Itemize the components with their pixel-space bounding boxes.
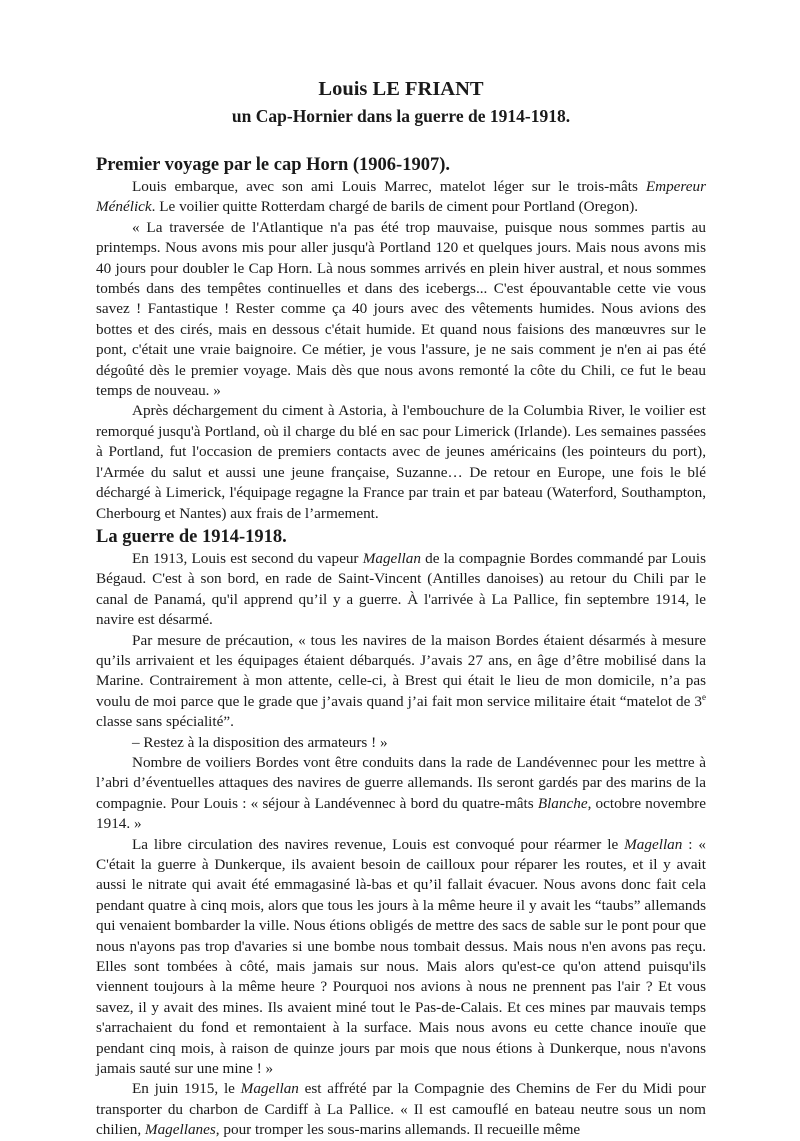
paragraph: Nombre de voiliers Bordes vont être conduits dans la rade de Landévennec pour les mettre à l’abri d’éventuelles attaques des navires de guerre allemands. Ils seront gardés par des marins de la compagnie. Pour Louis : « séjour à Landévennec à bord du quatre-mâts Blanche, octobre novembre 1914. » bbox=[96, 753, 706, 833]
ship-name: Empereur Ménélick bbox=[96, 178, 706, 216]
superscript: e bbox=[702, 691, 706, 702]
ship-name: Magellan bbox=[240, 1080, 299, 1098]
document-subtitle: un Cap-Hornier dans la guerre de 1914-1918. bbox=[231, 106, 571, 126]
paragraph: Par mesure de précaution, « tous les navires de la maison Bordes étaient désarmés à mesure qu’ils arrivaient et les équipages étaient débarqués. J’avais 27 ans, en âge d’être mobilisé dans la Marine. Contrairement à mon attente, celle-ci, à Brest qui était le lieu de mon domicile, n’a pas voulu de moi parce que le grade que j’avais quand j’ai fait mon service militaire était “matelot de 3e classe sans spécialité”. bbox=[96, 631, 706, 731]
section-heading-guerre: La guerre de 1914-1918. bbox=[96, 526, 287, 547]
ship-name: Blanche bbox=[537, 794, 588, 812]
section-heading-premier-voyage: Premier voyage par le cap Horn (1906-1907). bbox=[96, 155, 451, 175]
document-page bbox=[96, 76, 706, 1141]
paragraph: Louis embarque, avec son ami Louis Marrec, matelot léger sur le trois-mâts Empereur Ménélick. Le voilier quitte Rotterdam chargé de barils de ciment pour Portland (Oregon). bbox=[96, 178, 706, 216]
paragraph-dialogue: – Restez à la disposition des armateurs ! » bbox=[132, 733, 388, 751]
document-title: Louis LE FRIANT bbox=[318, 78, 484, 100]
paragraph-quote: « La traversée de l'Atlantique n'a pas été trop mauvaise, puisque nous sommes partis au printemps. Nous avons mis pour aller jusqu'à Portland 120 et quelques jours. Mais nous avons mis 40 jours pour doubler le Cap Horn. Là nous sommes arrivés en plein hiver austral, et nous sommes tombés dans des tempêtes continuelles et dans des icebergs... C'est épouvantable cette vie vous savez ! Fantastique ! Rester comme ça 40 jours avec des vêtements humides. Nous avions des bottes et des cirés, mais en dessous c'était humide. Et quand nous faisions des manœuvres sur le pont, c'était une vraie baignoire. Ce métier, je vous l'assure, je ne sais comment je n'en ai pas été dégoûté dès le premier voyage. Mais dès que nous avons remonté la côte du Chili, ce fut le beau temps de nouveau. » bbox=[96, 218, 706, 400]
ship-name: Magellan bbox=[362, 549, 421, 567]
ship-name: Magellanes bbox=[144, 1121, 216, 1139]
paragraph: Après déchargement du ciment à Astoria, à l'embouchure de la Columbia River, le voilier est remorqué jusqu'à Portland, où il charge du blé en sac pour Limerick (Irlande). Les semaines passées à Portland, fut l'occasion de premiers contacts avec de jeunes américains (les pointeurs du port), l'Armée du salut et aussi une jeune française, Suzanne… De retour en Europe, une fois le blé déchargé à Limerick, l'équipage regagne la France par train et par bateau (Waterford, Southampton, Cherbourg et Nantes) aux frais de l’armement. bbox=[96, 402, 706, 522]
paragraph: En 1913, Louis est second du vapeur Magellan de la compagnie Bordes commandé par Louis Bégaud. C'est à son bord, en rade de Saint-Vincent (Antilles danoises) au retour du Chili par le canal de Panamá, qu'il apprend qu’il y a guerre. À l'arrivée à La Pallice, fin septembre 1914, le navire est désarmé. bbox=[96, 549, 706, 629]
ship-name: Magellan bbox=[624, 835, 683, 853]
paragraph: La libre circulation des navires revenue, Louis est convoqué pour réarmer le Magellan : « C'était la guerre à Dunkerque, ils avaient besoin de cailloux pour réparer les routes, et il y avait aussi le nitrate qui avait été emmagasiné là-bas et qu’il fallait évacuer. Nous avons donc fait cela pendant quatre à cinq mois, alors que tous les jours à la même heure il y avait les “taubs” allemands qui venaient bombarder la ville. Nous étions obligés de mettre des sacs de sable sur le pont pour que nous n'ayons pas trop d'avaries si une bombe nous tombait dessus. Mais nous n'en avons pas reçu. Elles sont tombées à côté, mais jamais sur nous. Mais alors qu'est-ce qu'on attend puisqu'ils viennent toujours à la même heure ? Pourquoi nos avions à nous ne prennent pas l'air ? Et vous savez, il y avait des mines. Ils avaient miné tout le Pas-de-Calais. Et ces mines par mauvais temps s'arrachaient du fond et remontaient à la surface. Mais nous avons eu cette chance inouïe que pendant cinq mois, à raison de quinze jours par mois que nous étions à Dunkerque, nous n'avons jamais sauté sur une mine ! » bbox=[96, 835, 706, 1078]
paragraph: En juin 1915, le Magellan est affrété par la Compagnie des Chemins de Fer du Midi pour transporter du charbon de Cardiff à La Pallice. « Il est camouflé en bateau neutre sous un nom chilien, Magellanes, pour tromper les sous-marins allemands. Il recueille même bbox=[96, 1080, 706, 1139]
